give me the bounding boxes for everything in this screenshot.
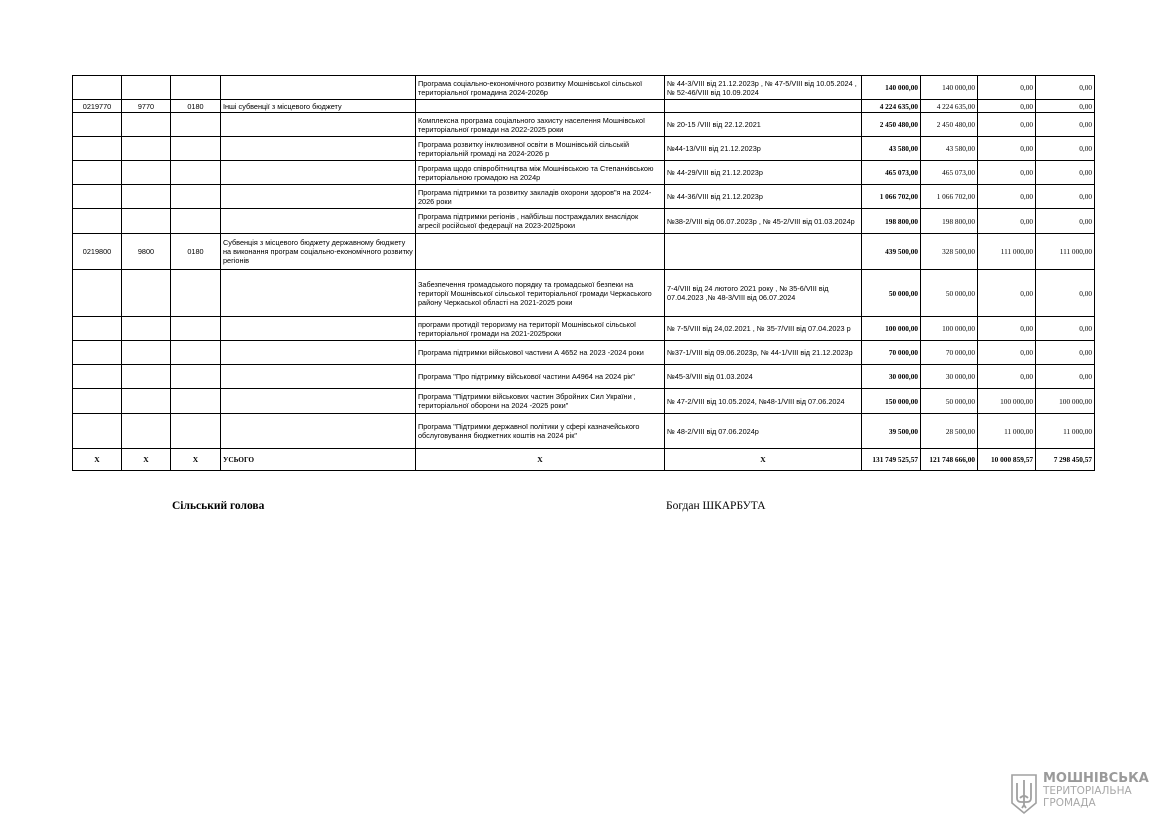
cell-special: 0,00 bbox=[978, 365, 1036, 389]
total-general: 121 748 666,00 bbox=[921, 449, 978, 471]
table-row bbox=[73, 414, 1095, 449]
cell-special: 0,00 bbox=[978, 76, 1036, 100]
cell-code bbox=[73, 113, 122, 137]
cell-code bbox=[73, 341, 122, 365]
cell-dev: 0,00 bbox=[1036, 341, 1095, 365]
cell-decision: 7-4/VIII від 24 лютого 2021 року , № 35-6/VIII від 07.04.2023 ,№ 48-3/VIII від 06.07.2024 bbox=[665, 270, 862, 317]
cell-program bbox=[416, 100, 665, 113]
cell-general: 2 450 480,00 bbox=[921, 113, 978, 137]
cell-general: 70 000,00 bbox=[921, 341, 978, 365]
cell-general: 198 800,00 bbox=[921, 209, 978, 234]
cell-kfkb bbox=[171, 76, 221, 100]
cell-kfkb bbox=[171, 365, 221, 389]
cell-code bbox=[73, 414, 122, 449]
cell-name bbox=[221, 209, 416, 234]
cell-decision: №38-2/VIII від 06.07.2023р , № 45-2/VIII від 01.03.2024р bbox=[665, 209, 862, 234]
cell-general: 30 000,00 bbox=[921, 365, 978, 389]
community-logo bbox=[1010, 773, 1149, 815]
cell-decision: № 44-29/VIII від 21.12.2023р bbox=[665, 161, 862, 185]
cell-total: 2 450 480,00 bbox=[862, 113, 921, 137]
cell-dev: 0,00 bbox=[1036, 185, 1095, 209]
cell-decision: № 44-3/VIII від 21.12.2023р , № 47-5/VIII від 10.05.2024 ,№ 52-46/VIII від 10.09.2024 bbox=[665, 76, 862, 100]
table-row bbox=[73, 270, 1095, 317]
table-row bbox=[73, 137, 1095, 161]
cell-kfkb bbox=[171, 137, 221, 161]
cell-kfk: 9770 bbox=[122, 100, 171, 113]
cell-code bbox=[73, 161, 122, 185]
total-sum: 131 749 525,57 bbox=[862, 449, 921, 471]
cell-dev: 0,00 bbox=[1036, 270, 1095, 317]
cell-kfkb bbox=[171, 209, 221, 234]
cell-code bbox=[73, 137, 122, 161]
cell-code bbox=[73, 317, 122, 341]
cell-general: 100 000,00 bbox=[921, 317, 978, 341]
cell-dev: 0,00 bbox=[1036, 209, 1095, 234]
cell-dev: 0,00 bbox=[1036, 76, 1095, 100]
cell-decision: № 7-5/VIII від 24,02.2021 , № 35-7/VIII від 07.04.2023 р bbox=[665, 317, 862, 341]
cell-kfkb bbox=[171, 270, 221, 317]
cell-program: Програма розвитку інклюзивної освіти в Мошнівській сільській територіальній громаді на 2024-2026 р bbox=[416, 137, 665, 161]
cell-total: 439 500,00 bbox=[862, 234, 921, 270]
cell-code bbox=[73, 185, 122, 209]
table-row bbox=[73, 341, 1095, 365]
cell-general: 465 073,00 bbox=[921, 161, 978, 185]
total-x-2: X bbox=[122, 449, 171, 471]
cell-total: 30 000,00 bbox=[862, 365, 921, 389]
cell-name bbox=[221, 414, 416, 449]
cell-kfkb bbox=[171, 161, 221, 185]
cell-code bbox=[73, 365, 122, 389]
total-special: 10 000 859,57 bbox=[978, 449, 1036, 471]
cell-special: 0,00 bbox=[978, 137, 1036, 161]
cell-kfk bbox=[122, 209, 171, 234]
cell-name bbox=[221, 113, 416, 137]
cell-code bbox=[73, 389, 122, 414]
cell-special: 0,00 bbox=[978, 209, 1036, 234]
cell-kfk bbox=[122, 317, 171, 341]
logo-line-3: ГРОМАДА bbox=[1043, 797, 1096, 809]
cell-special: 0,00 bbox=[978, 185, 1036, 209]
total-dev: 7 298 450,57 bbox=[1036, 449, 1095, 471]
table-row bbox=[73, 365, 1095, 389]
cell-name bbox=[221, 341, 416, 365]
cell-general: 28 500,00 bbox=[921, 414, 978, 449]
cell-total: 1 066 702,00 bbox=[862, 185, 921, 209]
cell-general: 4 224 635,00 bbox=[921, 100, 978, 113]
cell-kfk bbox=[122, 414, 171, 449]
cell-decision: №45-3/VIII від 01.03.2024 bbox=[665, 365, 862, 389]
cell-kfk bbox=[122, 185, 171, 209]
cell-program: програми протидії тероризму на території Мошнівської сільської територіальної громади на 2021-2025роки bbox=[416, 317, 665, 341]
cell-dev: 11 000,00 bbox=[1036, 414, 1095, 449]
cell-total: 100 000,00 bbox=[862, 317, 921, 341]
trident-icon bbox=[1010, 773, 1038, 815]
total-label: УСЬОГО bbox=[221, 449, 416, 471]
cell-kfkb bbox=[171, 389, 221, 414]
cell-general: 50 000,00 bbox=[921, 389, 978, 414]
cell-general: 50 000,00 bbox=[921, 270, 978, 317]
table-row bbox=[73, 317, 1095, 341]
cell-decision: №37-1/VIII від 09.06.2023р, № 44-1/VIII від 21.12.2023р bbox=[665, 341, 862, 365]
cell-name bbox=[221, 76, 416, 100]
cell-kfk: 9800 bbox=[122, 234, 171, 270]
table-row bbox=[73, 234, 1095, 270]
cell-dev: 0,00 bbox=[1036, 317, 1095, 341]
cell-code: 0219800 bbox=[73, 234, 122, 270]
cell-dev: 0,00 bbox=[1036, 365, 1095, 389]
cell-name: Інші субвенції з місцевого бюджету bbox=[221, 100, 416, 113]
total-x-6: X bbox=[665, 449, 862, 471]
cell-program: Комплексна програма соціального захисту населення Мошнівської територіальної громади на 2022-2025 роки bbox=[416, 113, 665, 137]
cell-kfkb: 0180 bbox=[171, 234, 221, 270]
cell-dev: 0,00 bbox=[1036, 161, 1095, 185]
cell-name: Субвенція з місцевого бюджету державному бюджету на виконання програм соціально-економічного розвитку регіонів bbox=[221, 234, 416, 270]
cell-kfkb bbox=[171, 317, 221, 341]
cell-program: Програма "Про підтримку військової частини А4964 на 2024 рік" bbox=[416, 365, 665, 389]
cell-decision: № 48-2/VIII від 07.06.2024р bbox=[665, 414, 862, 449]
signature-title: Сільський голова bbox=[172, 500, 265, 512]
cell-name bbox=[221, 270, 416, 317]
cell-kfkb bbox=[171, 414, 221, 449]
cell-program: Програма соціально-економічного розвитку Мошнівської сільської територіальної громадина 2024-2026р bbox=[416, 76, 665, 100]
cell-special: 0,00 bbox=[978, 317, 1036, 341]
cell-special: 0,00 bbox=[978, 161, 1036, 185]
cell-kfkb bbox=[171, 341, 221, 365]
total-x-3: X bbox=[171, 449, 221, 471]
cell-total: 50 000,00 bbox=[862, 270, 921, 317]
cell-decision: № 44-36/VIII від 21.12.2023р bbox=[665, 185, 862, 209]
table-row bbox=[73, 209, 1095, 234]
cell-name bbox=[221, 389, 416, 414]
total-x-1: X bbox=[73, 449, 122, 471]
cell-kfk bbox=[122, 113, 171, 137]
table-row bbox=[73, 76, 1095, 100]
budget-table bbox=[72, 75, 1095, 471]
cell-code bbox=[73, 209, 122, 234]
cell-decision: №44-13/VIII від 21.12.2023р bbox=[665, 137, 862, 161]
cell-name bbox=[221, 185, 416, 209]
cell-dev: 0,00 bbox=[1036, 100, 1095, 113]
cell-special: 100 000,00 bbox=[978, 389, 1036, 414]
cell-code bbox=[73, 76, 122, 100]
cell-decision: № 20-15 /VIII від 22.12.2021 bbox=[665, 113, 862, 137]
cell-name bbox=[221, 317, 416, 341]
cell-kfk bbox=[122, 389, 171, 414]
logo-line-1: МОШНІВСЬКА bbox=[1043, 771, 1149, 786]
cell-general: 140 000,00 bbox=[921, 76, 978, 100]
cell-name bbox=[221, 365, 416, 389]
cell-program: Програма підтримки військової частини А 4652 на 2023 -2024 роки bbox=[416, 341, 665, 365]
cell-decision bbox=[665, 100, 862, 113]
cell-kfk bbox=[122, 365, 171, 389]
cell-special: 0,00 bbox=[978, 100, 1036, 113]
total-row bbox=[73, 449, 1095, 471]
cell-special: 0,00 bbox=[978, 113, 1036, 137]
cell-dev: 111 000,00 bbox=[1036, 234, 1095, 270]
table-row bbox=[73, 113, 1095, 137]
cell-name bbox=[221, 161, 416, 185]
cell-code: 0219770 bbox=[73, 100, 122, 113]
cell-dev: 100 000,00 bbox=[1036, 389, 1095, 414]
cell-dev: 0,00 bbox=[1036, 113, 1095, 137]
cell-program: Забезпечення громадського порядку та громадської безпеки на території Мошнівської сільської територіальної громади Черкаського району Черкаської області на 2021-2025 роки bbox=[416, 270, 665, 317]
cell-kfkb bbox=[171, 185, 221, 209]
cell-kfk bbox=[122, 137, 171, 161]
cell-special: 111 000,00 bbox=[978, 234, 1036, 270]
cell-general: 43 580,00 bbox=[921, 137, 978, 161]
cell-kfkb bbox=[171, 113, 221, 137]
cell-kfkb: 0180 bbox=[171, 100, 221, 113]
cell-total: 150 000,00 bbox=[862, 389, 921, 414]
cell-total: 4 224 635,00 bbox=[862, 100, 921, 113]
cell-program: Програма підтримки та розвитку закладів охорони здоров"я на 2024-2026 роки bbox=[416, 185, 665, 209]
table-row bbox=[73, 100, 1095, 113]
cell-program: Програма "Підтримки державної політики у сфері казначейського обслуговування бюджетних коштів на 2024 рік" bbox=[416, 414, 665, 449]
cell-program bbox=[416, 234, 665, 270]
signature-name: Богдан ШКАРБУТА bbox=[666, 500, 766, 512]
cell-program: Програма "Підтримки військових частин Збройних Сил України , територіальної оборони на 2024 -2025 роки" bbox=[416, 389, 665, 414]
cell-total: 465 073,00 bbox=[862, 161, 921, 185]
cell-kfk bbox=[122, 161, 171, 185]
cell-decision: № 47-2/VIII від 10.05.2024, №48-1/VIII від 07.06.2024 bbox=[665, 389, 862, 414]
cell-special: 0,00 bbox=[978, 270, 1036, 317]
cell-name bbox=[221, 137, 416, 161]
table-row bbox=[73, 185, 1095, 209]
cell-kfk bbox=[122, 341, 171, 365]
cell-special: 0,00 bbox=[978, 341, 1036, 365]
logo-text bbox=[1043, 773, 1149, 809]
cell-general: 1 066 702,00 bbox=[921, 185, 978, 209]
cell-program: Програма підтримки регіонів , найбільш постраждалих внаслідок агресії російської федерації на 2023-2025роки bbox=[416, 209, 665, 234]
cell-general: 328 500,00 bbox=[921, 234, 978, 270]
cell-decision bbox=[665, 234, 862, 270]
table-row bbox=[73, 389, 1095, 414]
cell-dev: 0,00 bbox=[1036, 137, 1095, 161]
total-x-5: X bbox=[416, 449, 665, 471]
cell-total: 140 000,00 bbox=[862, 76, 921, 100]
cell-program: Програма щодо співробітництва між Мошнівською та Степанківською територіальною громадою на 2024р bbox=[416, 161, 665, 185]
cell-code bbox=[73, 270, 122, 317]
cell-kfk bbox=[122, 270, 171, 317]
logo-line-2: ТЕРИТОРІАЛЬНА bbox=[1043, 785, 1132, 797]
table-row bbox=[73, 161, 1095, 185]
cell-total: 43 580,00 bbox=[862, 137, 921, 161]
cell-total: 198 800,00 bbox=[862, 209, 921, 234]
cell-total: 70 000,00 bbox=[862, 341, 921, 365]
cell-total: 39 500,00 bbox=[862, 414, 921, 449]
cell-kfk bbox=[122, 76, 171, 100]
cell-special: 11 000,00 bbox=[978, 414, 1036, 449]
